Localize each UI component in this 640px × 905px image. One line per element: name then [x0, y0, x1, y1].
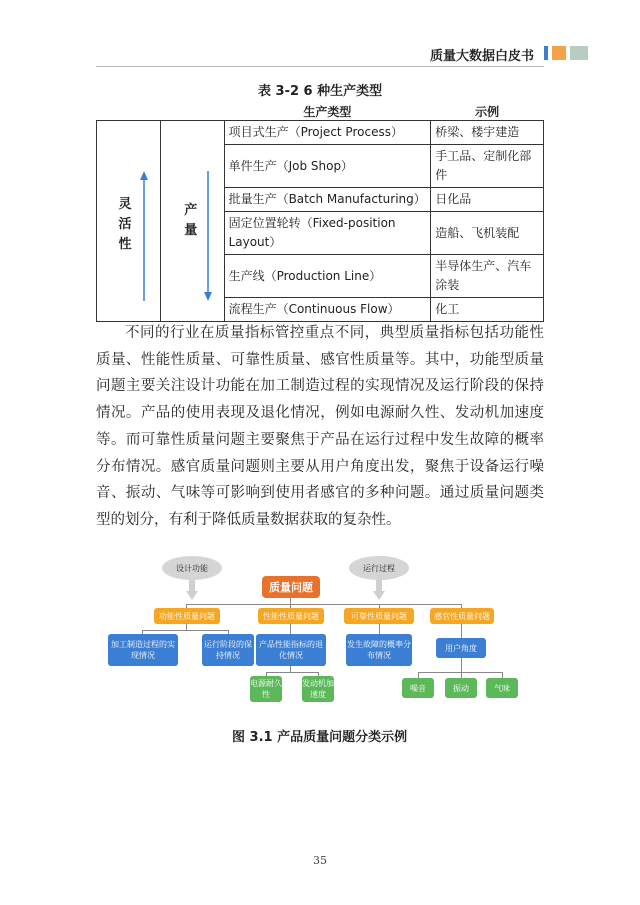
oval-operation-process: 运行过程	[349, 556, 409, 580]
flexibility-label: 灵 活 性	[118, 197, 132, 252]
table-cell-example: 造船、飞机装配	[431, 212, 544, 255]
category-functional: 功能性质量问题	[154, 608, 220, 624]
arrow-up-icon	[139, 171, 149, 301]
volume-cell	[160, 121, 224, 322]
connector-line	[461, 658, 462, 672]
table-header-blank	[97, 104, 225, 121]
connector-line	[418, 672, 502, 673]
header-accent-orange	[552, 46, 566, 60]
leaf-vibration: 振动	[445, 678, 477, 698]
table-cell-type: 流程生产（Continuous Flow）	[224, 298, 431, 322]
arrow-down-icon	[186, 580, 198, 600]
flexibility-cell	[97, 121, 161, 322]
body-paragraph: 不同的行业在质量指标管控重点不同，典型质量指标包括功能性质量、性能性质量、可靠性质量、感官性质量等。其中，功能型质量问题主要关注设计功能在加工制造过程的实现情况及运行阶段的保持情况。产品的使用表现及退化情况，例如电源耐久性、发动机加速度等。而可靠性质量问题主要聚焦于产品在运行过程中发生故障的概率分布情况。感官质量问题则主要从用户角度出发，聚焦于设备运行噪音、振动、气味等可影响到使用者感官的多种问题。通过质量问题类型的划分，有利于降低质量数据获取的复杂性。	[96, 325, 544, 528]
oval-design-function: 设计功能	[162, 556, 222, 580]
table-cell-type: 批量生产（Batch Manufacturing）	[224, 188, 431, 212]
connector-line	[266, 672, 318, 673]
figure-caption: 图 3.1 产品质量问题分类示例	[232, 730, 408, 745]
table-cell-type: 固定位置轮转（Fixed-position Layout）	[224, 212, 431, 255]
node-failure-distribution: 发生故障的概率分布情况	[346, 634, 412, 666]
table-cell-example: 桥梁、楼宇建造	[431, 121, 544, 145]
connector-line	[379, 624, 380, 634]
leaf-engine-acceleration: 发动机加速度	[302, 676, 334, 702]
connector-line	[186, 604, 462, 605]
root-quality-issue: 质量问题	[262, 576, 320, 598]
leaf-odor: 气味	[486, 678, 518, 698]
table-cell-example: 手工品、定制化部件	[431, 145, 544, 188]
header-accent-green	[570, 46, 588, 60]
table-cell-example: 化工	[431, 298, 544, 322]
table-row	[97, 121, 544, 145]
page-number: 35	[313, 854, 327, 867]
volume-label: 产 量	[184, 203, 198, 238]
header-divider	[96, 66, 544, 67]
header-accent-blue	[544, 46, 548, 60]
connector-line	[461, 624, 462, 638]
arrow-down-icon	[203, 171, 213, 301]
table-cell-type: 项目式生产（Project Process）	[224, 121, 431, 145]
table-caption: 表 3-2 6 种生产类型	[258, 84, 383, 99]
table-header-type: 生产类型	[224, 104, 431, 121]
leaf-noise: 噪音	[402, 678, 434, 698]
table-cell-type: 单件生产（Job Shop）	[224, 145, 431, 188]
header-title: 质量大数据白皮书	[430, 49, 535, 64]
table-header-example: 示例	[431, 104, 544, 121]
production-types-table	[96, 104, 544, 322]
table-cell-type: 生产线（Production Line）	[224, 255, 431, 298]
arrow-down-icon	[373, 580, 385, 600]
category-performance: 性能性质量问题	[258, 608, 324, 624]
connector-line	[290, 624, 291, 634]
table-cell-example: 日化品	[431, 188, 544, 212]
table-cell-example: 半导体生产、汽车涂装	[431, 255, 544, 298]
category-reliability: 可靠性质量问题	[344, 608, 414, 624]
table-header-row	[97, 104, 544, 121]
node-performance-degradation: 产品性能指标的退化情况	[256, 634, 326, 666]
node-user-perspective: 用户角度	[436, 638, 486, 658]
node-manufacturing-realization: 加工制造过程的实现情况	[108, 634, 178, 666]
connector-line	[142, 630, 228, 631]
node-operation-retention: 运行阶段的保持情况	[202, 634, 254, 666]
leaf-power-durability: 电源耐久性	[250, 676, 282, 702]
category-sensory: 感官性质量问题	[430, 608, 494, 624]
